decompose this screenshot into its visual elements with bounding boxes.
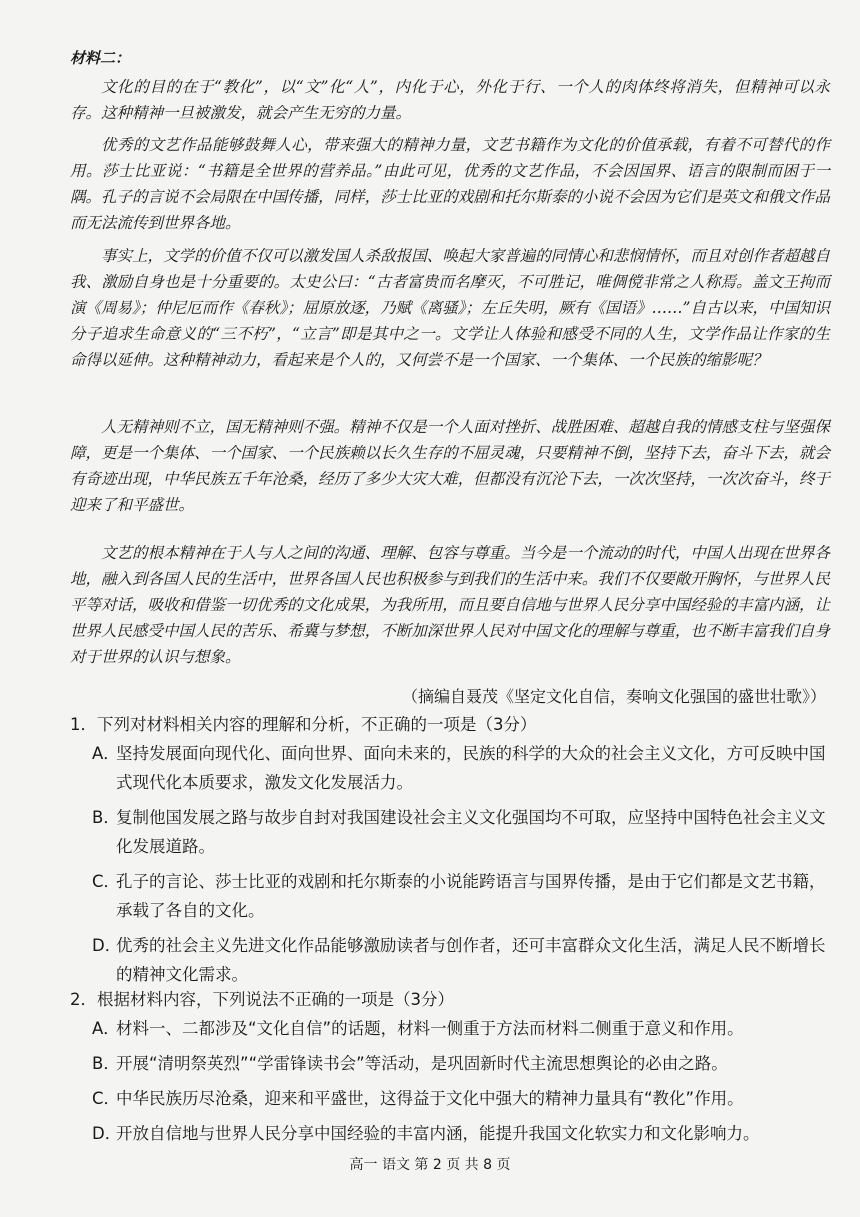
option-c [92, 867, 840, 925]
option-text: 开展“清明祭英烈”“学雷锋读书会”等活动，是巩固新时代主流思想舆论的必由之路。 [116, 1054, 728, 1073]
option-a [92, 739, 840, 797]
question-stem: 1．下列对材料相关内容的理解和分析，不正确的一项是（3分） [70, 715, 537, 734]
option-letter: A． [92, 1019, 120, 1038]
option-c [92, 1084, 840, 1113]
option-text: 复制他国发展之路与故步自封对我国建设社会主义文化强国均不可取，应坚持中国特色社会主义文化发展道路。 [116, 808, 826, 856]
question-2 [70, 985, 840, 1154]
question-stem: 2．根据材料内容，下列说法不正确的一项是（3分） [70, 990, 454, 1009]
paragraph-1: 文化的目的在于“教化”，以“文”化“人”，内化于心，外化于行、一个人的肉体终将消失，但精神可以永存。这种精神一旦被激发，就会产生无穷的力量。 [70, 78, 830, 122]
option-letter: D． [92, 1124, 122, 1143]
option-letter: B． [92, 1054, 120, 1073]
option-letter: D． [92, 936, 122, 955]
question-1 [70, 710, 840, 995]
paragraph-4: 人无精神则不立，国无精神则不强。精神不仅是一个人面对挫折、战胜困难、超越自我的情感支柱与坚强保障，更是一个集体、一个国家、一个民族赖以长久生存的不屈灵魂，只要精神不倒，坚持下去，奋斗下去，就会有奇迹出现，中华民族五千年沧桑，经历了多少大灾大难，但都没有沉沦下去，一次次坚持，一次次奋斗，终于迎来了和平盛世。 [70, 418, 830, 514]
option-d [92, 1119, 840, 1148]
option-letter: B． [92, 808, 120, 827]
paragraph-3: 事实上，文学的价值不仅可以激发国人杀敌报国、唤起大家普遍的同情心和悲悯情怀，而且对创作者超越自我、激励自身也是十分重要的。太史公曰：“古者富贵而名摩灭，不可胜记，唯倜傥非常之人称焉。盖文王拘而演《周易》；仲尼厄而作《春秋》；屈原放逐，乃赋《离骚》；左丘失明，厥有《国语》……”自古以来，中国知识分子追求生命意义的“三不朽”，“立言”即是其中之一。文学让人体验和感受不同的人生，文学作品让作家的生命得以延伸。这种精神动力，看起来是个人的，又何尝不是一个国家、一个集体、一个民族的缩影呢？ [70, 247, 830, 369]
option-letter: C． [92, 1089, 121, 1108]
source-citation: （摘编自聂茂《坚定文化自信，奏响文化强国的盛世壮歌》） [401, 687, 826, 706]
option-text: 优秀的社会主义先进文化作品能够激励读者与创作者，还可丰富群众文化生活，满足人民不断增长的精神文化需求。 [116, 936, 826, 984]
option-b [92, 803, 840, 861]
option-text: 开放自信地与世界人民分享中国经验的丰富内涵，能提升我国文化软实力和文化影响力。 [116, 1124, 760, 1143]
option-text: 材料一、二都涉及“文化自信”的话题，材料一侧重于方法而材料二侧重于意义和作用。 [116, 1019, 744, 1038]
option-text: 坚持发展面向现代化、面向世界、面向未来的，民族的科学的大众的社会主义文化，方可反映中国式现代化本质要求，激发文化发展活力。 [116, 744, 826, 792]
page-footer: 高一 语文 第 2 页 共 8 页 [349, 1157, 511, 1173]
option-letter: C． [92, 872, 121, 891]
option-d [92, 931, 840, 989]
option-b [92, 1049, 840, 1078]
option-a [92, 1014, 840, 1043]
option-text: 中华民族历尽沧桑，迎来和平盛世，这得益于文化中强大的精神力量具有“教化”作用。 [116, 1089, 744, 1108]
option-text: 孔子的言论、莎士比亚的戏剧和托尔斯泰的小说能跨语言与国界传播，是由于它们都是文艺书籍，承载了各自的文化。 [116, 872, 826, 920]
section-title: 材料二： [70, 49, 131, 67]
paragraph-2: 优秀的文艺作品能够鼓舞人心，带来强大的精神力量，文艺书籍作为文化的价值承载，有着不可替代的作用。莎士比亚说：“书籍是全世界的营养品。”由此可见，优秀的文艺作品，不会因国界、语言的限制而困于一隅。孔子的言说不会局限在中国传播，同样，莎士比亚的戏剧和托尔斯泰的小说不会因为它们是英文和俄文作品而无法流传到世界各地。 [70, 136, 830, 232]
paragraph-5: 文艺的根本精神在于人与人之间的沟通、理解、包容与尊重。当今是一个流动的时代，中国人出现在世界各地，融入到各国人民的生活中，世界各国人民也积极参与到我们的生活中来。我们不仅要敞开胸怀，与世界人民平等对话，吸收和借鉴一切优秀的文化成果，为我所用，而且要自信地与世界人民分享中国经验的丰富内涵，让世界人民感受中国人民的苦乐、希冀与梦想，不断加深世界人民对中国文化的理解与尊重，也不断丰富我们自身对于世界的认识与想象。 [70, 544, 830, 666]
option-letter: A． [92, 744, 120, 763]
